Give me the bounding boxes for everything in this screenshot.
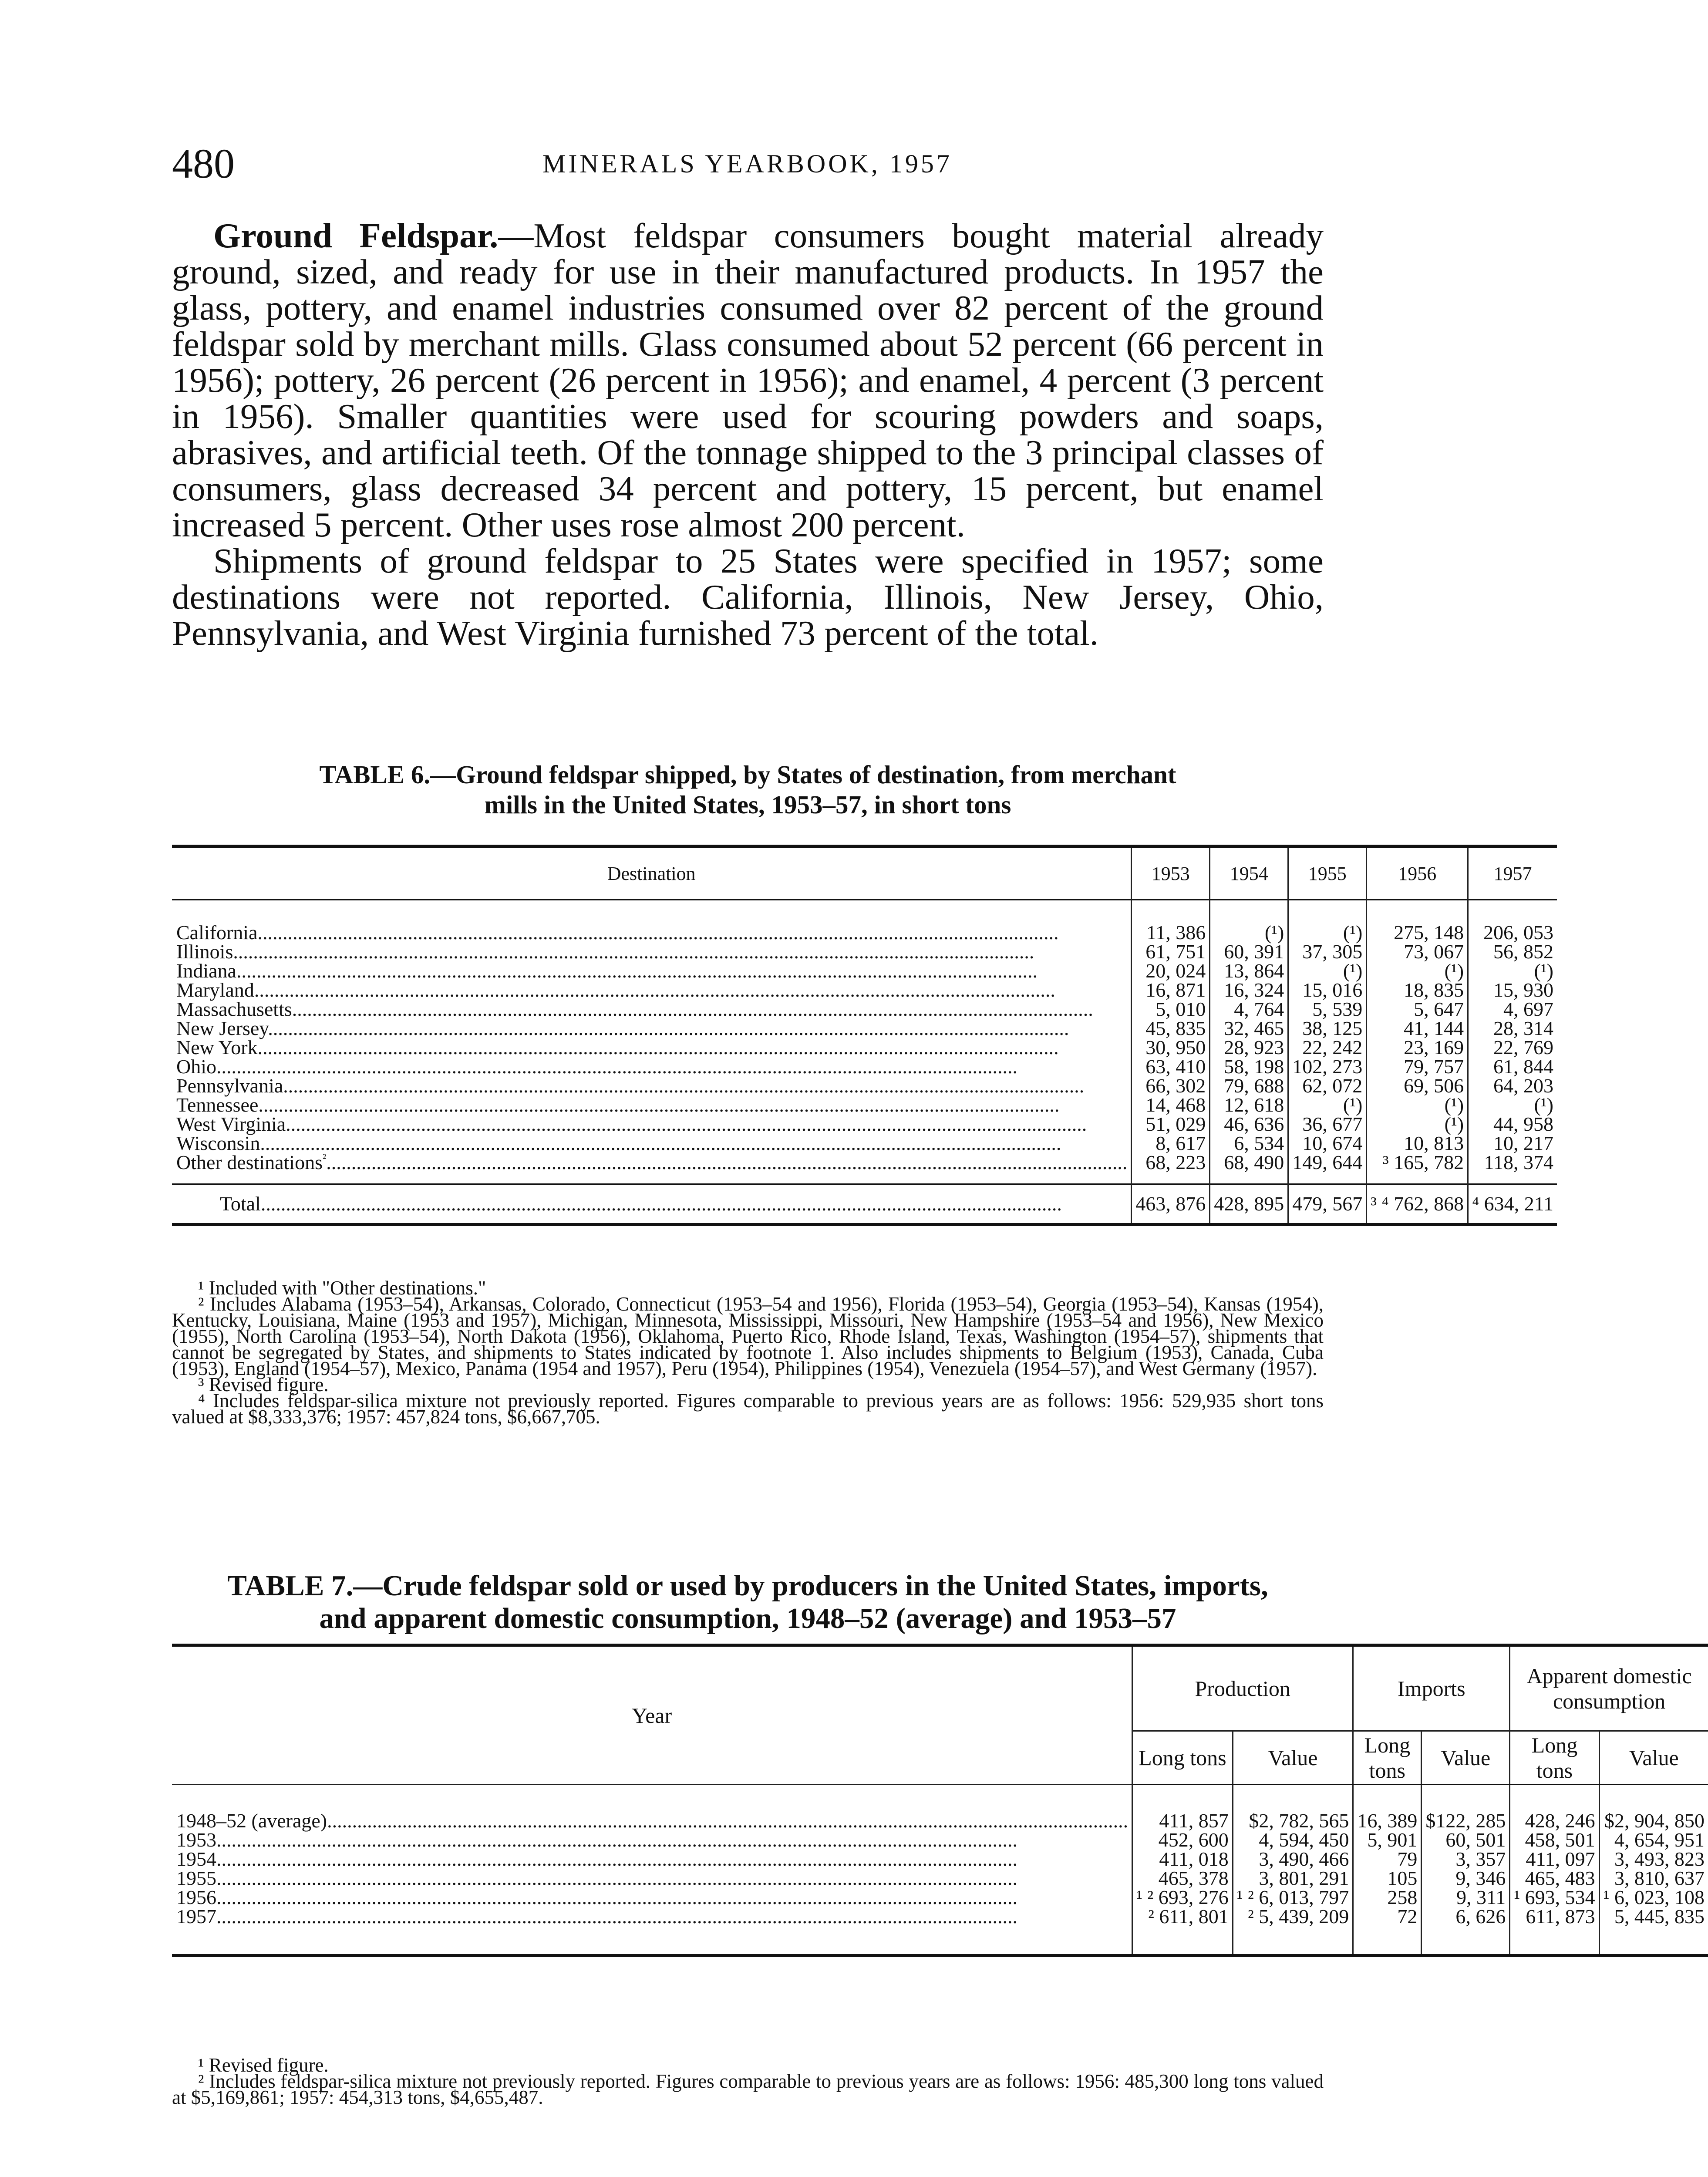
- row-label: [172, 1830, 1132, 1850]
- table-cell: 61, 844: [1468, 1057, 1557, 1076]
- table6-col-header: 1956: [1367, 846, 1468, 900]
- table-row: [172, 981, 1557, 1000]
- table7-subheader: Value: [1233, 1731, 1353, 1785]
- row-label: [172, 1888, 1132, 1907]
- table-cell: ⁴ 634, 211: [1468, 1184, 1557, 1225]
- table-row: [172, 1076, 1557, 1095]
- table-row: [172, 961, 1557, 981]
- row-label: [172, 1869, 1132, 1888]
- table-cell: ¹ ² 6, 013, 797: [1233, 1888, 1353, 1907]
- table-cell: 428, 246: [1510, 1785, 1599, 1831]
- table-cell: 73, 067: [1367, 942, 1468, 961]
- table7-caption: [172, 1570, 1324, 1635]
- table-cell: (¹): [1288, 900, 1367, 943]
- paragraph-shipments: Shipments of ground feldspar to 25 States were specified in 1957; some destinations were not reported. California, Illinois, New Jersey, Ohio, Pennsylvania, and West Virginia furnished 73 percent of the total.: [172, 541, 1324, 653]
- row-label-text: Other destinations: [176, 1151, 323, 1173]
- table-cell: 465, 378: [1132, 1869, 1233, 1888]
- row-label-text: New Jersey: [176, 1017, 268, 1039]
- table-cell: (¹): [1210, 900, 1288, 943]
- table-cell: (¹): [1367, 1095, 1468, 1115]
- table6-caption-line2: mills in the United States, 1953–57, in short tons: [484, 790, 1011, 819]
- row-label: [172, 900, 1132, 943]
- footnote: ² Includes feldspar-silica mixture not previously reported. Figures comparable to previous years are as follows: 1956: 485,300 long tons valued at $5,169,861; 1957: 454,313 tons, $4,655,487.: [172, 2070, 1324, 2108]
- table6-total-row: [172, 1184, 1557, 1225]
- row-label: [172, 1057, 1132, 1076]
- table-cell: 61, 751: [1132, 942, 1210, 961]
- table-cell: 22, 769: [1468, 1038, 1557, 1057]
- row-label: [172, 1019, 1132, 1038]
- row-label-text: Massachusetts: [176, 998, 292, 1020]
- row-label-text: West Virginia: [176, 1113, 286, 1135]
- row-label: [172, 1907, 1132, 1956]
- table-row: [172, 1115, 1557, 1134]
- table-cell: 3, 801, 291: [1233, 1869, 1353, 1888]
- table-cell: 60, 391: [1210, 942, 1288, 961]
- table-cell: 66, 302: [1132, 1076, 1210, 1095]
- table-row: [172, 1830, 1708, 1850]
- table-cell: 3, 493, 823: [1599, 1850, 1708, 1869]
- table7-group-header: Imports: [1353, 1645, 1510, 1731]
- table-cell: 3, 810, 637: [1599, 1869, 1708, 1888]
- row-label-text: Ohio: [176, 1055, 216, 1078]
- table-cell: 411, 018: [1132, 1850, 1233, 1869]
- table-cell: ¹ 6, 023, 108: [1599, 1888, 1708, 1907]
- total-label-text: Total: [220, 1193, 261, 1215]
- page-header: [172, 139, 1323, 192]
- table-cell: 72: [1353, 1907, 1422, 1956]
- table-cell: 6, 626: [1422, 1907, 1510, 1956]
- footnote-ref: ²: [323, 1151, 327, 1165]
- row-label-text: Pennsylvania: [176, 1075, 283, 1097]
- table-cell: 79: [1353, 1850, 1422, 1869]
- table-cell: 12, 618: [1210, 1095, 1288, 1115]
- row-label-text: 1955: [176, 1867, 216, 1889]
- row-label: [172, 1076, 1132, 1095]
- table6-total-label: [172, 1184, 1132, 1225]
- footnote: ¹ Included with "Other destinations.": [198, 1277, 486, 1299]
- table-row: [172, 1850, 1708, 1869]
- row-label: [172, 942, 1132, 961]
- table-cell: ³ ⁴ 762, 868: [1367, 1184, 1468, 1225]
- table-cell: 13, 864: [1210, 961, 1288, 981]
- table-cell: (¹): [1468, 961, 1557, 981]
- table7-caption-line2: and apparent domestic consumption, 1948–52 (average) and 1953–57: [319, 1602, 1176, 1634]
- table-cell: 23, 169: [1367, 1038, 1468, 1057]
- table-cell: 105: [1353, 1869, 1422, 1888]
- body-text: [172, 218, 1324, 651]
- row-label-text: 1956: [176, 1886, 216, 1908]
- table-cell: 8, 617: [1132, 1134, 1210, 1153]
- table7-subheader: Long tons: [1510, 1731, 1599, 1785]
- table7-caption-line1: TABLE 7.—Crude feldspar sold or used by producers in the United States, imports,: [227, 1570, 1268, 1602]
- table-cell: 30, 950: [1132, 1038, 1210, 1057]
- table-cell: 18, 835: [1367, 981, 1468, 1000]
- table6-col-header: 1957: [1468, 846, 1557, 900]
- table-cell: 32, 465: [1210, 1019, 1288, 1038]
- table-cell: ³ 165, 782: [1367, 1153, 1468, 1184]
- table-row: [172, 1134, 1557, 1153]
- row-label: [172, 1850, 1132, 1869]
- table-cell: 3, 490, 466: [1233, 1850, 1353, 1869]
- table-cell: 16, 324: [1210, 981, 1288, 1000]
- row-label-text: Tennessee: [176, 1094, 259, 1116]
- table7-year-header: Year: [172, 1645, 1132, 1785]
- table-row: [172, 942, 1557, 961]
- table-cell: 428, 895: [1210, 1184, 1288, 1225]
- row-label-text: Maryland: [176, 979, 254, 1001]
- footnote: ³ Revised figure.: [198, 1374, 329, 1395]
- paragraph-1-text: —Most feldspar consumers bought material already ground, sized, and ready for use in their manufactured products. In 1957 the glass, pottery, and enamel industries consumed over 82 percent of the ground feldspar sold by merchant mills. Glass consumed about 52 percent (66 percent in 1956); pottery, 26 percent (26 percent in 1956); and enamel, 4 percent (3 percent in 1956). Smaller quantities were used for scouring powders and soaps, abrasives, and artificial teeth. Of the tonnage shipped to the 3 principal classes of consumers, glass decreased 34 percent and pottery, 15 percent, but enamel increased 5 percent. Other uses rose almost 200 percent.: [172, 216, 1324, 544]
- table7-subheader: Long tons: [1353, 1731, 1422, 1785]
- table-cell: 28, 923: [1210, 1038, 1288, 1057]
- table-cell: ² 5, 439, 209: [1233, 1907, 1353, 1956]
- table-cell: 11, 386: [1132, 900, 1210, 943]
- table-cell: 79, 688: [1210, 1076, 1288, 1095]
- row-label: [172, 1115, 1132, 1134]
- paragraph-ground-feldspar: [172, 218, 1324, 543]
- table-cell: 36, 677: [1288, 1115, 1367, 1134]
- table-row: [172, 1000, 1557, 1019]
- row-label: [172, 1038, 1132, 1057]
- table-cell: 611, 873: [1510, 1907, 1599, 1956]
- table-cell: 60, 501: [1422, 1830, 1510, 1850]
- table-row: [172, 1095, 1557, 1115]
- table-cell: 9, 311: [1422, 1888, 1510, 1907]
- table7-subheader: Value: [1422, 1731, 1510, 1785]
- row-label-text: 1948–52 (average): [176, 1810, 327, 1832]
- table-row: [172, 1907, 1708, 1956]
- table-cell: 51, 029: [1132, 1115, 1210, 1134]
- row-label-text: New York: [176, 1036, 258, 1058]
- table6-caption-line1: TABLE 6.—Ground feldspar shipped, by States of destination, from merchant: [319, 760, 1176, 789]
- table-cell: ¹ 693, 534: [1510, 1888, 1599, 1907]
- table-cell: ¹ ² 693, 276: [1132, 1888, 1233, 1907]
- table-cell: 56, 852: [1468, 942, 1557, 961]
- table-cell: 102, 273: [1288, 1057, 1367, 1076]
- table-row: [172, 1869, 1708, 1888]
- table6-col-header: 1955: [1288, 846, 1367, 900]
- table-cell: 62, 072: [1288, 1076, 1367, 1095]
- table-cell: 10, 217: [1468, 1134, 1557, 1153]
- table7-footnotes: [172, 2054, 1324, 2108]
- row-label-text: 1957: [176, 1905, 216, 1928]
- table6-col-header: 1953: [1132, 846, 1210, 900]
- table-cell: (¹): [1288, 961, 1367, 981]
- table6-col-header: 1954: [1210, 846, 1288, 900]
- table-cell: 45, 835: [1132, 1019, 1210, 1038]
- table-cell: 118, 374: [1468, 1153, 1557, 1184]
- row-label: [172, 1134, 1132, 1153]
- row-label-text: California: [176, 921, 258, 944]
- footnote: ⁴ Includes feldspar-silica mixture not previously reported. Figures comparable to previous years are as follows: 1956: 529,935 short tons valued at $8,333,376; 1957: 457,824 tons, $6,667,705.: [172, 1390, 1324, 1428]
- table-row: [172, 900, 1557, 943]
- table-cell: 44, 958: [1468, 1115, 1557, 1134]
- table-cell: ² 611, 801: [1132, 1907, 1233, 1956]
- table-cell: 16, 871: [1132, 981, 1210, 1000]
- running-title: MINERALS YEARBOOK, 1957: [542, 149, 952, 178]
- table-cell: 6, 534: [1210, 1134, 1288, 1153]
- table-cell: 465, 483: [1510, 1869, 1599, 1888]
- table-cell: 411, 857: [1132, 1785, 1233, 1831]
- table-cell: 41, 144: [1367, 1019, 1468, 1038]
- table-cell: 5, 647: [1367, 1000, 1468, 1019]
- table-cell: 149, 644: [1288, 1153, 1367, 1184]
- row-label: [172, 1153, 1132, 1184]
- table-row: [172, 1038, 1557, 1057]
- table6-caption: [172, 760, 1324, 820]
- table-cell: $122, 285: [1422, 1785, 1510, 1831]
- table-cell: 458, 501: [1510, 1830, 1599, 1850]
- table7-group-header: Apparent domestic consumption: [1510, 1645, 1708, 1731]
- table-cell: (¹): [1468, 1095, 1557, 1115]
- row-label-text: 1953: [176, 1829, 216, 1851]
- table-cell: 5, 010: [1132, 1000, 1210, 1019]
- table-cell: 37, 305: [1288, 942, 1367, 961]
- row-label: [172, 1095, 1132, 1115]
- table-cell: 20, 024: [1132, 961, 1210, 981]
- table7-body: [172, 1785, 1708, 1956]
- table-cell: 14, 468: [1132, 1095, 1210, 1115]
- table-cell: 38, 125: [1288, 1019, 1367, 1038]
- table-cell: 4, 654, 951: [1599, 1830, 1708, 1850]
- table7-group-header: Production: [1132, 1645, 1353, 1731]
- table7-subheader: Long tons: [1132, 1731, 1233, 1785]
- table-cell: 58, 198: [1210, 1057, 1288, 1076]
- row-label-text: Wisconsin: [176, 1132, 260, 1154]
- table-cell: 275, 148: [1367, 900, 1468, 943]
- table-row: [172, 1153, 1557, 1184]
- table-cell: 411, 097: [1510, 1850, 1599, 1869]
- table-cell: 5, 901: [1353, 1830, 1422, 1850]
- table-cell: 452, 600: [1132, 1830, 1233, 1850]
- table-cell: 9, 346: [1422, 1869, 1510, 1888]
- row-label-text: 1954: [176, 1848, 216, 1870]
- table-cell: 46, 636: [1210, 1115, 1288, 1134]
- table-row: [172, 1057, 1557, 1076]
- row-label: [172, 981, 1132, 1000]
- table6-col-header: Destination: [607, 863, 696, 884]
- table-cell: 64, 203: [1468, 1076, 1557, 1095]
- table-cell: 15, 930: [1468, 981, 1557, 1000]
- table-cell: 28, 314: [1468, 1019, 1557, 1038]
- footnote: ² Includes Alabama (1953–54), Arkansas, Colorado, Connecticut (1953–54 and 1956), Florida (1953–54), Georgia (1953–54), Kansas (1954), Kentucky, Louisiana, Maine (1953 and 1957), Michigan, Minnesota, Mississippi, Missouri, New Hampshire (1953–54 and 1956), New Mexico (1955), North Carolina (1953–54), North Dakota (1956), Oklahoma, Puerto Rico, Rhode Island, Texas, Washington (1954–57), shipments that cannot be segregated by States, and shipments to States indicated by footnote 1. Also includes shipments to Belgium (1953), Canada, Cuba (1953), England (1954–57), Mexico, Panama (1954 and 1957), Peru (1954), Philippines (1954), Venezuela (1954–57), and West Germany (1957).: [172, 1293, 1324, 1379]
- table7-group-header-row: [172, 1645, 1708, 1731]
- table-cell: $2, 782, 565: [1233, 1785, 1353, 1831]
- table-cell: $2, 904, 850: [1599, 1785, 1708, 1831]
- table6-header-row: [172, 846, 1557, 900]
- table-cell: (¹): [1367, 1115, 1468, 1134]
- row-label: [172, 1785, 1132, 1831]
- row-label-text: Indiana: [176, 960, 236, 982]
- table-cell: 68, 490: [1210, 1153, 1288, 1184]
- footnote: ¹ Revised figure.: [198, 2054, 329, 2076]
- table7: [172, 1644, 1708, 1957]
- table-cell: 4, 764: [1210, 1000, 1288, 1019]
- table6-footnotes: [172, 1277, 1324, 1428]
- table-cell: 4, 594, 450: [1233, 1830, 1353, 1850]
- table-cell: 4, 697: [1468, 1000, 1557, 1019]
- table-cell: 10, 813: [1367, 1134, 1468, 1153]
- table-cell: 69, 506: [1367, 1076, 1468, 1095]
- table-cell: 206, 053: [1468, 900, 1557, 943]
- table7-subheader: Value: [1599, 1731, 1708, 1785]
- table-cell: 15, 016: [1288, 981, 1367, 1000]
- row-label-text: Illinois: [176, 940, 233, 963]
- table-row: [172, 1888, 1708, 1907]
- table-cell: (¹): [1367, 961, 1468, 981]
- row-label: [172, 1000, 1132, 1019]
- table6-body: [172, 900, 1557, 1184]
- table-cell: 479, 567: [1288, 1184, 1367, 1225]
- table-cell: 63, 410: [1132, 1057, 1210, 1076]
- table-cell: 5, 539: [1288, 1000, 1367, 1019]
- table-cell: 79, 757: [1367, 1057, 1468, 1076]
- table6: [172, 845, 1557, 1226]
- table-row: [172, 1785, 1708, 1831]
- table-cell: 3, 357: [1422, 1850, 1510, 1869]
- table-cell: 68, 223: [1132, 1153, 1210, 1184]
- table-cell: 463, 876: [1132, 1184, 1210, 1225]
- table-cell: 10, 674: [1288, 1134, 1367, 1153]
- table-cell: 5, 445, 835: [1599, 1907, 1708, 1956]
- page-number: 480: [172, 140, 235, 187]
- table-cell: 22, 242: [1288, 1038, 1367, 1057]
- table-cell: (¹): [1288, 1095, 1367, 1115]
- row-label: [172, 961, 1132, 981]
- runin-heading: Ground Feldspar.: [213, 216, 499, 255]
- table-row: [172, 1019, 1557, 1038]
- table-cell: 16, 389: [1353, 1785, 1422, 1831]
- table-cell: 258: [1353, 1888, 1422, 1907]
